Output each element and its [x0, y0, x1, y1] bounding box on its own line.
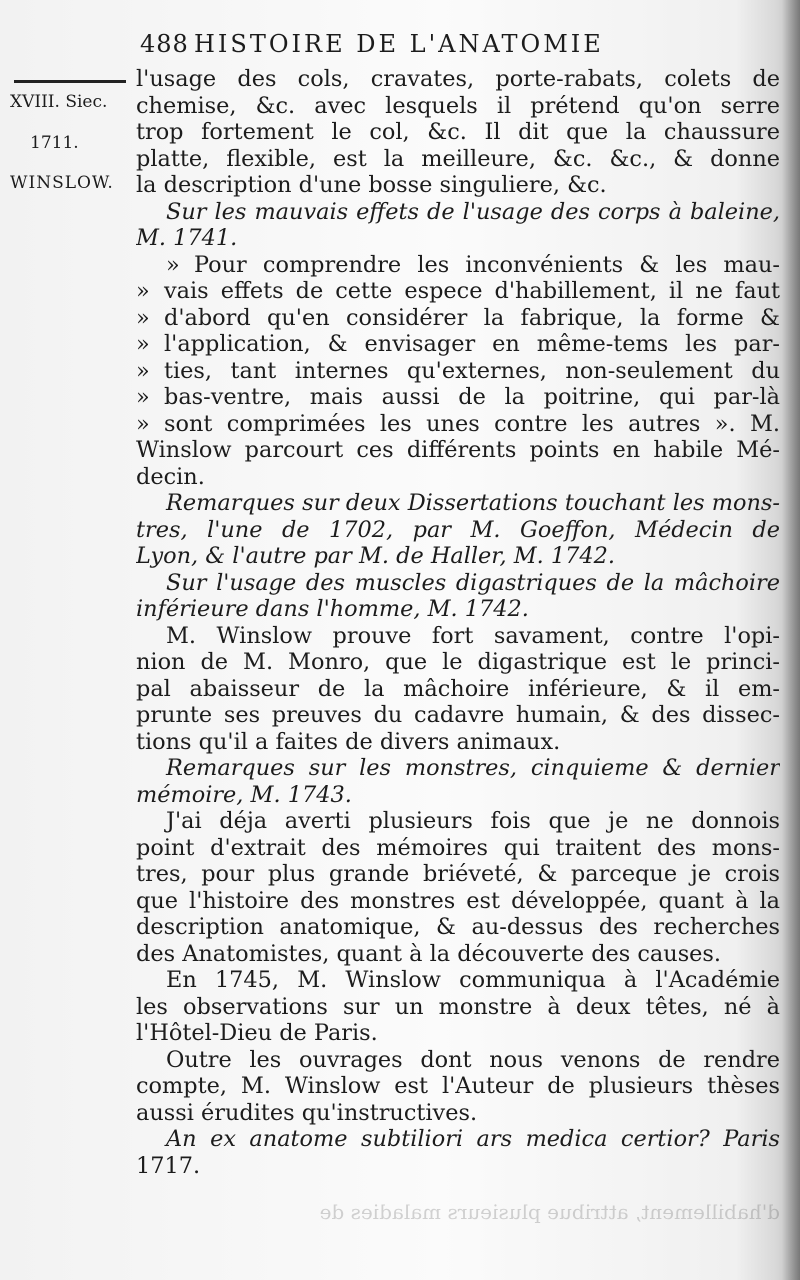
- line-text: Sur l'usage des muscles digastriques de la mâchoire: [166, 569, 780, 596]
- line-text: des Anatomistes, quant à la découverte des causes.: [136, 940, 722, 967]
- line-text: l'Hôtel-Dieu de Paris.: [136, 1020, 378, 1046]
- line-text: M. Winslow prouve fort savament, contre l'opi-: [166, 622, 780, 649]
- text-line: [136, 1153, 780, 1180]
- line-text: vais effets de cette espece d'habillement, il ne faut: [164, 278, 780, 304]
- text-line: [136, 808, 780, 835]
- line-text: point d'extrait des mémoires qui traitent des mons-: [136, 834, 780, 861]
- text-line: [136, 596, 780, 623]
- text-line: [136, 199, 780, 226]
- quote-mark: »: [136, 331, 150, 357]
- text-line: [136, 543, 780, 570]
- text-line: [136, 1020, 780, 1047]
- text-line: [136, 490, 780, 517]
- line-text: l'usage des cols, cravates, porte-rabats, colets de: [136, 66, 780, 92]
- text-line: [136, 861, 780, 888]
- line-text: Remarques sur les monstres, cinquieme & dernier: [166, 755, 780, 781]
- line-text: M. 1741.: [136, 225, 238, 251]
- text-line: [136, 994, 780, 1021]
- text-line: [136, 676, 780, 703]
- line-text: ties, tant internes qu'externes, non-seulement du: [164, 357, 780, 384]
- margin-year: 1711.: [30, 133, 79, 153]
- text-line: [136, 146, 780, 173]
- text-line: [136, 225, 780, 252]
- text-line: [136, 702, 780, 729]
- text-line: [136, 93, 780, 120]
- line-text: compte, M. Winslow est l'Auteur de plusieurs thèses: [136, 1073, 780, 1099]
- line-text: prunte ses preuves du cadavre humain, & des dissec-: [136, 702, 780, 728]
- line-text: description anatomique, & au-dessus des recherches: [136, 914, 780, 940]
- line-text: l'application, & envisager en même-tems les par-: [164, 331, 780, 357]
- text-line: [136, 358, 780, 385]
- line-text: aussi érudites qu'instructives.: [136, 1099, 478, 1126]
- text-line: [136, 411, 780, 438]
- line-text: mémoire, M. 1743.: [136, 781, 352, 808]
- text-line: [136, 914, 780, 941]
- quote-mark: »: [136, 304, 150, 331]
- line-text: inférieure dans l'homme, M. 1742.: [136, 596, 529, 622]
- line-text: tres, l'une de 1702, par M. Goeffon, Médecin de: [136, 516, 780, 543]
- quote-mark: »: [166, 251, 180, 278]
- text-line: [136, 729, 780, 756]
- text-line: [136, 941, 780, 968]
- line-text: Winslow parcourt ces différents points en habile Mé-: [136, 437, 780, 463]
- page-number: 488: [140, 30, 189, 58]
- text-line: [136, 1126, 780, 1153]
- line-text: 1717.: [136, 1152, 201, 1179]
- text-line: [136, 464, 780, 491]
- line-text: d'abord qu'en considérer la fabrique, la forme &: [164, 304, 780, 331]
- line-text: chemise, &c. avec lesquels il prétend qu'on serre: [136, 92, 780, 119]
- margin-century: XVIII. Siec.: [10, 92, 108, 112]
- line-text: Remarques sur deux Dissertations touchant les mons-: [166, 490, 780, 516]
- show-through-text: d'habillement, attribue plusieurs maladies de: [319, 1200, 780, 1224]
- text-line: [136, 1073, 780, 1100]
- line-text: trop fortement le col, &c. Il dit que la chaussure: [136, 119, 780, 145]
- margin-author: WINSLOW.: [10, 173, 114, 193]
- body-text: [136, 66, 780, 1179]
- text-line: [136, 1100, 780, 1127]
- line-text: la description d'une bosse singuliere, &c.: [136, 172, 607, 198]
- text-line: [136, 649, 780, 676]
- text-line: [136, 755, 780, 782]
- line-text: decin.: [136, 463, 205, 490]
- line-text: platte, flexible, est la meilleure, &c. &c., & donne: [136, 145, 780, 172]
- text-line: [136, 570, 780, 597]
- line-text: Sur les mauvais effets de l'usage des corps à baleine,: [166, 198, 780, 225]
- text-line: [136, 782, 780, 809]
- quote-mark: »: [136, 410, 150, 437]
- line-text: tions qu'il a faites de divers animaux.: [136, 728, 561, 755]
- text-line: [136, 517, 780, 544]
- line-text: nion de M. Monro, que le digastrique est le princi-: [136, 649, 780, 675]
- line-text: Lyon, & l'autre par M. de Haller, M. 1742.: [136, 543, 616, 569]
- line-text: J'ai déja averti plusieurs fois que je ne donnois: [166, 808, 780, 834]
- text-line: [136, 967, 780, 994]
- line-text: Outre les ouvrages dont nous venons de rendre: [166, 1046, 780, 1073]
- text-line: [136, 384, 780, 411]
- text-line: [136, 623, 780, 650]
- quote-mark: »: [136, 384, 150, 410]
- text-line: [136, 331, 780, 358]
- text-line: [136, 252, 780, 279]
- line-text: En 1745, M. Winslow communiqua à l'Académie: [166, 967, 780, 993]
- page-edge-shadow: [782, 0, 800, 1280]
- text-line: [136, 888, 780, 915]
- line-text: que l'histoire des monstres est développée, quant à la: [136, 887, 780, 914]
- line-text: Pour comprendre les inconvénients & les mau-: [194, 251, 780, 278]
- text-line: [136, 835, 780, 862]
- quote-mark: »: [136, 278, 150, 304]
- text-line: [136, 437, 780, 464]
- line-text: sont comprimées les unes contre les autres ». M.: [164, 410, 780, 437]
- margin-rule: [14, 80, 126, 83]
- text-line: [136, 172, 780, 199]
- quote-mark: »: [136, 357, 150, 384]
- line-text: les observations sur un monstre à deux têtes, né à: [136, 993, 780, 1020]
- text-line: [136, 278, 780, 305]
- text-line: [136, 1047, 780, 1074]
- text-line: [136, 305, 780, 332]
- line-text: An ex anatome subtiliori ars medica certior? Paris: [166, 1126, 780, 1152]
- running-header: [140, 30, 780, 66]
- text-line: [136, 66, 780, 93]
- line-text: tres, pour plus grande briéveté, & parceque je crois: [136, 861, 780, 887]
- text-line: [136, 119, 780, 146]
- running-title: HISTOIRE DE L'ANATOMIE: [194, 30, 604, 58]
- line-text: bas-ventre, mais aussi de la poitrine, qui par-là: [164, 384, 780, 410]
- line-text: pal abaisseur de la mâchoire inférieure, & il em-: [136, 675, 780, 702]
